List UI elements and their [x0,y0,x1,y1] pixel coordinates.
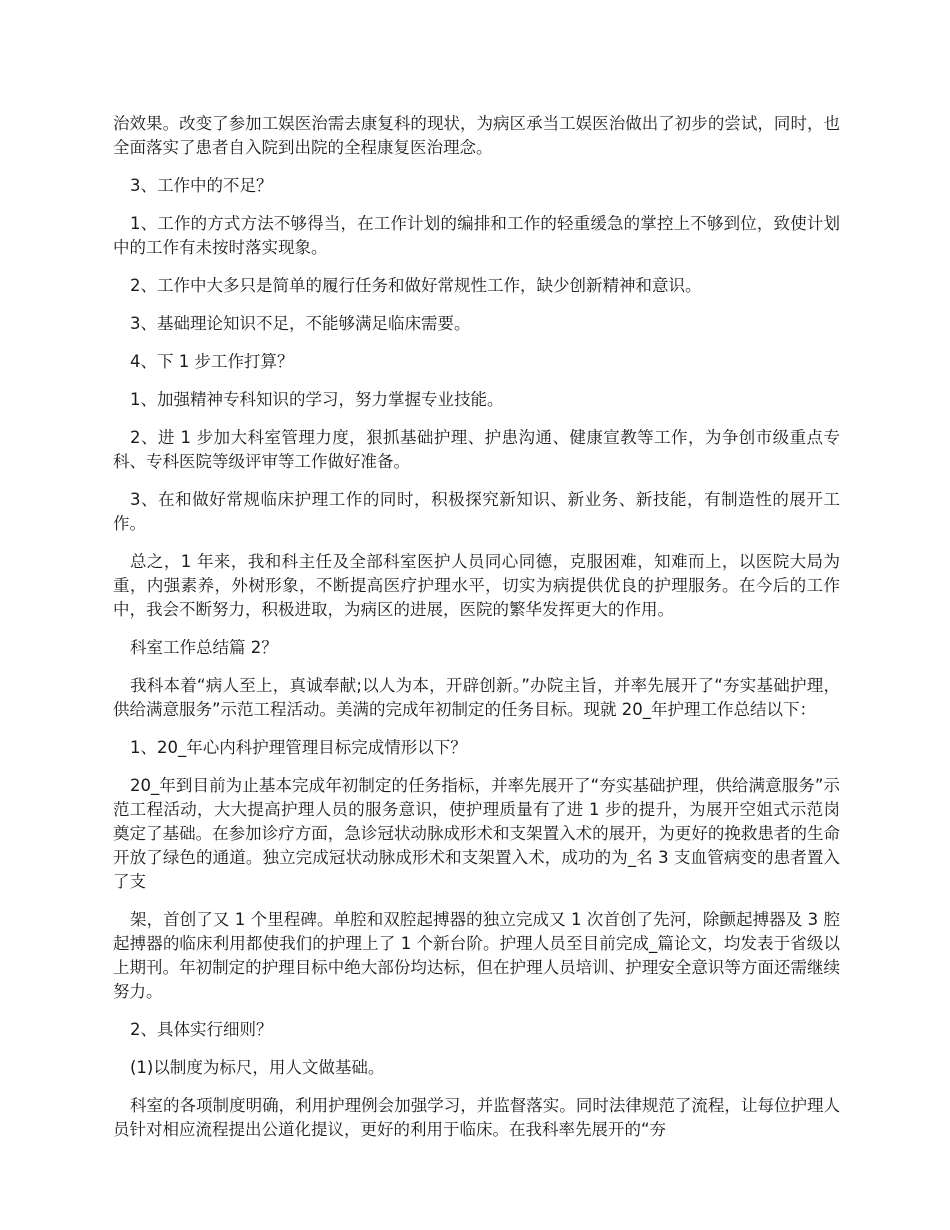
paragraph: 2、进 1 步加大科室管理力度，狠抓基础护理、护患沟通、健康宣教等工作，为争创市级重点专科、专科医院等级评审等工作做好准备。 [113,428,840,471]
paragraph: 3、在和做好常规临床护理工作的同时，积极探究新知识、新业务、新技能，有制造性的展开工作。 [113,490,840,533]
paragraph: (1)以制度为标尺，用人文做基础。 [130,1058,385,1077]
paragraph: 3、基础理论知识不足，不能够满足临床需要。 [130,314,471,333]
paragraph: 总之，1 年来，我和科主任及全部科室医护人员同心同德，克服困难，知难而上，以医院大局为重，内强素养，外树形象，不断提高医疗护理水平，切实为病提供优良的护理服务。在今后的工作中，我会不断努力，积极进取，为病区的进展，医院的繁华发挥更大的作用。 [113,552,840,619]
paragraph: 治效果。改变了参加工娱医治需去康复科的现状，为病区承当工娱医治做出了初步的尝试，同时，也全面落实了患者自入院到出院的全程康复医治理念。 [113,114,840,157]
paragraph: 1、工作的方式方法不够得当，在工作计划的编排和工作的轻重缓急的掌控上不够到位，致使计划中的工作有未按时落实现象。 [113,214,840,257]
document-body [113,112,840,1156]
paragraph: 架，首创了又 1 个里程碑。单腔和双腔起搏器的独立完成又 1 次首创了先河，除颤起搏器及 3 腔起搏器的临床利用都使我们的护理上了 1 个新台阶。护理人员至目前完成_篇论文，均发表于省级以上期刊。年初制定的护理目标中绝大部份均达标，但在护理人员培训、护理安全意识等方面还需继续努力。 [113,910,840,1001]
paragraph: 2、具体实行细则？ [130,1020,273,1039]
section-heading: 科室工作总结篇 2？ [130,638,278,657]
paragraph: 我科本着“病人至上，真诚奉献;以人为本，开辟创新。”办院主旨，并率先展开了“夯实基础护理，供给满意服务”示范工程活动。美满的完成年初制定的任务目标。现就 20_年护理工作总结以下： [113,676,840,719]
paragraph: 3、工作中的不足？ [130,176,273,195]
paragraph: 4、下 1 步工作打算？ [130,352,294,371]
paragraph: 2、工作中大多只是简单的履行任务和做好常规性工作，缺少创新精神和意识。 [130,276,702,295]
paragraph: 1、20_年心内科护理管理目标完成情形以下？ [130,738,467,757]
paragraph: 20_年到目前为止基本完成年初制定的任务指标，并率先展开了“夯实基础护理，供给满意服务”示范工程活动，大大提高护理人员的服务意识，使护理质量有了进 1 步的提升，为展开空姐式示范岗奠定了基础。在参加诊疗方面，急诊冠状动脉成形术和支架置入术的展开，为更好的挽救患者的生命开放了绿色的通道。独立完成冠状动脉成形术和支架置入术，成功的为_名 3 支血管病变的患者置入了支 [113,776,840,891]
paragraph: 1、加强精神专科知识的学习，努力掌握专业技能。 [130,390,504,409]
paragraph: 科室的各项制度明确，利用护理例会加强学习，并监督落实。同时法律规范了流程，让每位护理人员针对相应流程提出公道化提议，更好的利用于临床。在我科率先展开的“夯 [113,1096,840,1139]
